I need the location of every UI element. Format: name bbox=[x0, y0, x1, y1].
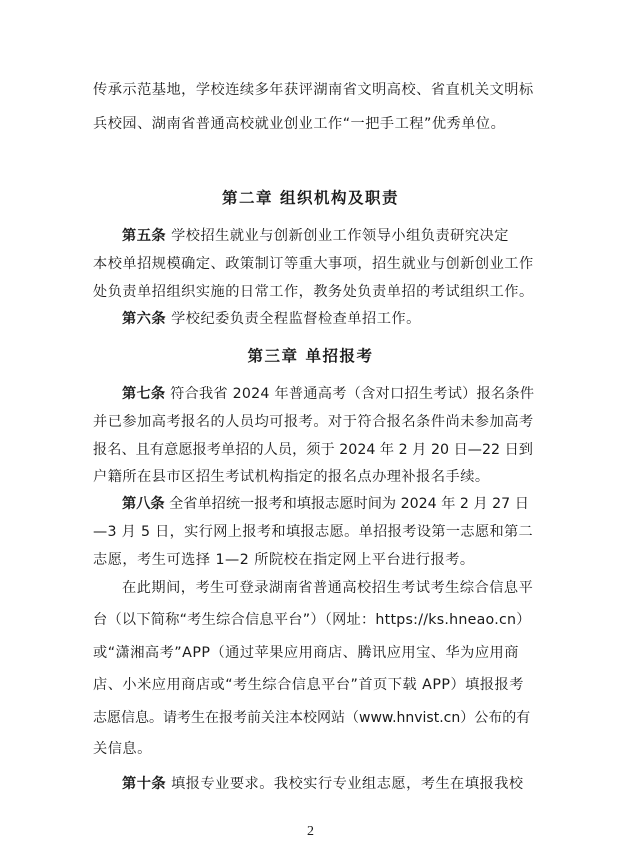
article-10-line-1 bbox=[122, 774, 533, 794]
article-5-label: 第五条 bbox=[122, 228, 167, 244]
article-8-line-1 bbox=[122, 494, 533, 514]
platform-line-6: 关信息。 bbox=[93, 741, 152, 757]
article-7-label: 第七条 bbox=[122, 386, 166, 402]
chapter-2-title: 第二章 组织机构及职责 bbox=[222, 189, 399, 207]
article-7-line-3: 报名、且有意愿报考单招的人员，须于 2024 年 2 月 20 日—22 日到 bbox=[93, 442, 533, 458]
article-5-line-2: 本校单招规模确定、政策制订等重大事项，招生就业与创新创业工作 bbox=[93, 256, 534, 272]
platform-line-3: 或“潇湘高考”APP（通过苹果应用商店、腾讯应用宝、华为应用商 bbox=[93, 645, 519, 661]
platform-line-1: 在此期间，考生可登录湖南省普通高校招生考试考生综合信息平 bbox=[122, 580, 534, 596]
platform-line-2: 台（以下简称“考生综合信息平台”）（网址：https://ks.hneao.cn） bbox=[93, 612, 531, 628]
article-6-text: 学校纪委负责全程监督检查单招工作。 bbox=[166, 311, 421, 327]
article-7-line-1 bbox=[122, 384, 533, 404]
article-10-text: 填报专业要求。我校实行专业组志愿，考生在填报我校 bbox=[166, 776, 524, 792]
article-10-label: 第十条 bbox=[122, 776, 167, 792]
intro-line-1: 传承示范基地，学校连续多年获评湖南省文明高校、省直机关文明标 bbox=[93, 82, 534, 98]
article-5-line-1 bbox=[122, 226, 533, 246]
article-8-line-2: —3 月 5 日，实行网上报考和填报志愿。单招报考设第一志愿和第二 bbox=[93, 524, 533, 540]
platform-line-5: 志愿信息。请考生在报考前关注本校网站（www.hnvist.cn）公布的有 bbox=[93, 710, 531, 726]
intro-line-2: 兵校园、湖南省普通高校就业创业工作“一把手工程”优秀单位。 bbox=[93, 116, 506, 132]
chapter-3-title: 第三章 单招报考 bbox=[247, 347, 374, 365]
article-6-line bbox=[122, 309, 533, 329]
article-5-text: 学校招生就业与创新创业工作领导小组负责研究决定 bbox=[166, 228, 509, 244]
page-number: 2 bbox=[307, 824, 314, 839]
article-8-text: 全省单招统一报考和填报志愿时间为 2024 年 2 月 27 日 bbox=[164, 496, 529, 512]
platform-line-4: 店、小米应用商店或“考生综合信息平台”首页下载 APP）填报报考 bbox=[93, 677, 524, 693]
article-7-line-4: 户籍所在县市区招生考试机构指定的报名点办理补报名手续。 bbox=[93, 469, 490, 485]
article-7-line-2: 并已参加高考报名的人员均可报考。对于符合报名条件尚未参加高考 bbox=[93, 414, 534, 430]
article-6-label: 第六条 bbox=[122, 311, 167, 327]
article-5-line-3: 处负责单招组织实施的日常工作，教务处负责单招的考试组织工作。 bbox=[93, 284, 534, 300]
article-8-line-3: 志愿，考生可选择 1—2 所院校在指定网上平台进行报考。 bbox=[93, 552, 475, 568]
article-7-text: 符合我省 2024 年普通高考（含对口招生考试）报名条件 bbox=[165, 386, 535, 402]
article-8-label: 第八条 bbox=[122, 496, 165, 512]
